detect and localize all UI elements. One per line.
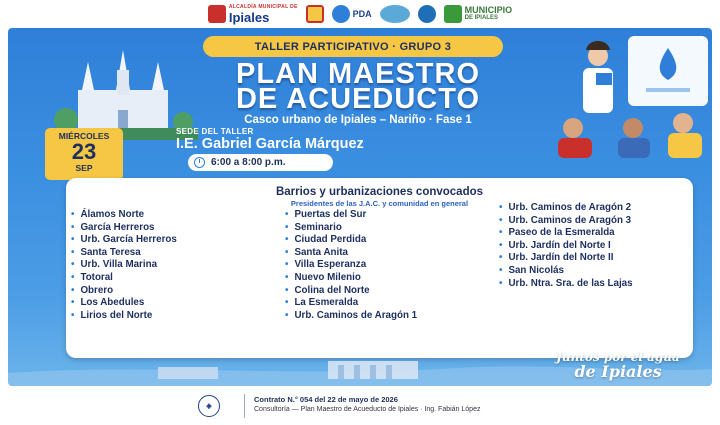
subtitle: Casco urbano de Ipiales – Nariño · Fase 1 (244, 114, 472, 126)
coat-of-arms-icon (208, 5, 226, 23)
neighborhood-item: • La Esmeralda (285, 297, 417, 310)
neighborhood-item: • Urb. Jardín del Norte I (499, 240, 633, 253)
neighborhood-item: • García Herreros (71, 222, 177, 235)
ipiales-wordmark (229, 4, 298, 25)
card-subtitle: Presidentes de las J.A.C. y comunidad en general (290, 199, 469, 208)
alcaldia-caption: ALCALDÍA MUNICIPAL DE (228, 3, 298, 10)
date-badge (45, 128, 123, 180)
slogan (538, 350, 698, 381)
municipio-text (465, 6, 513, 22)
neighborhood-item: • Santa Anita (285, 247, 417, 260)
neighborhood-item: • Ciudad Perdida (285, 234, 417, 247)
seal-logo (380, 4, 410, 24)
neighborhood-item: • Urb. Caminos de Aragón 2 (499, 202, 633, 215)
date-month: SEP (75, 163, 93, 173)
neighborhood-item: • Villa Esperanza (285, 259, 417, 272)
consultancy-logo-icon: ◈ (198, 395, 220, 417)
neighborhood-column-2 (285, 209, 417, 322)
municipio-shield-icon (444, 5, 462, 23)
community-illustration (558, 28, 712, 158)
municipio-sub-label: DE IPIALES (464, 15, 498, 21)
municipio-logo (444, 4, 513, 24)
pda-logo (332, 4, 372, 24)
neighborhood-item: • Santa Teresa (71, 247, 177, 260)
neighborhood-item: • Colina del Norte (285, 285, 417, 298)
main-panel (8, 28, 712, 386)
neighborhood-item: • Obrero (71, 285, 177, 298)
neighborhoods-card (66, 178, 693, 358)
workshop-group-pill: TALLER PARTICIPATIVO · GRUPO 3 (203, 36, 503, 57)
date-day: 23 (71, 139, 97, 164)
municipio-label: MUNICIPIO (464, 5, 513, 15)
neighborhood-item: • Urb. Villa Marina (71, 259, 177, 272)
neighborhood-item: • Urb. Caminos de Aragón 1 (285, 310, 417, 323)
neighborhood-item: • Urb. Caminos de Aragón 3 (499, 215, 633, 228)
drop-icon (332, 5, 350, 23)
neighborhood-item: • Los Abedules (71, 297, 177, 310)
card-title: Barrios y urbanizaciones convocados (275, 186, 484, 198)
date-weekday: MIÉRCOLES (58, 131, 110, 141)
footer (0, 386, 720, 425)
neighborhood-item: • Álamos Norte (71, 209, 177, 222)
venue-name: I.E. Gabriel García Márquez (176, 136, 364, 152)
neighborhood-item: • Nuevo Milenio (285, 272, 417, 285)
title-line-1: PLAN MAESTRO (236, 58, 480, 90)
slogan-line-2: de Ipiales (574, 362, 662, 381)
venue-label: SEDE DEL TALLER (176, 127, 254, 136)
seal-icon (380, 5, 410, 23)
church-illustration (48, 40, 198, 140)
neighborhood-item: • Urb. Jardín del Norte II (499, 252, 633, 265)
neighborhood-item: • Paseo de la Esmeralda (499, 227, 633, 240)
contract-text: Contrato N.° 054 del 22 de mayo de 2026 (254, 395, 398, 404)
shield-logo (306, 4, 324, 24)
slogan-line-1: Juntos por el agua (556, 350, 680, 364)
neighborhood-item: • Urb. Ntra. Sra. de las Lajas (499, 278, 633, 291)
neighborhood-item: • Seminario (285, 222, 417, 235)
pda-text: PDA (352, 9, 372, 19)
consultancy-text: Consultoría — Plan Maestro de Acueducto de Ipiales · Ing. Fabián López (254, 406, 481, 413)
time-badge (188, 154, 333, 171)
ipiales-text: Ipiales (228, 9, 270, 25)
footer-divider (244, 394, 245, 418)
logo-bar (0, 0, 720, 28)
neighborhood-item: • Puertas del Sur (285, 209, 417, 222)
neighborhood-item: • San Nicolás (499, 265, 633, 278)
alcaldia-logo (208, 4, 298, 24)
clock-icon (194, 157, 205, 168)
neighborhood-item: • Urb. García Herreros (71, 234, 177, 247)
neighborhood-item: • Lirios del Norte (71, 310, 177, 323)
shield-icon (306, 5, 324, 23)
water-drop-icon (418, 5, 436, 23)
title-line-2: DE ACUEDUCTO (235, 83, 480, 115)
neighborhood-column-3 (499, 202, 633, 290)
neighborhood-item: • Totoral (71, 272, 177, 285)
water-logo (418, 4, 436, 24)
time-text: 6:00 a 8:00 p.m. (211, 157, 286, 168)
neighborhood-column-1 (71, 209, 177, 322)
